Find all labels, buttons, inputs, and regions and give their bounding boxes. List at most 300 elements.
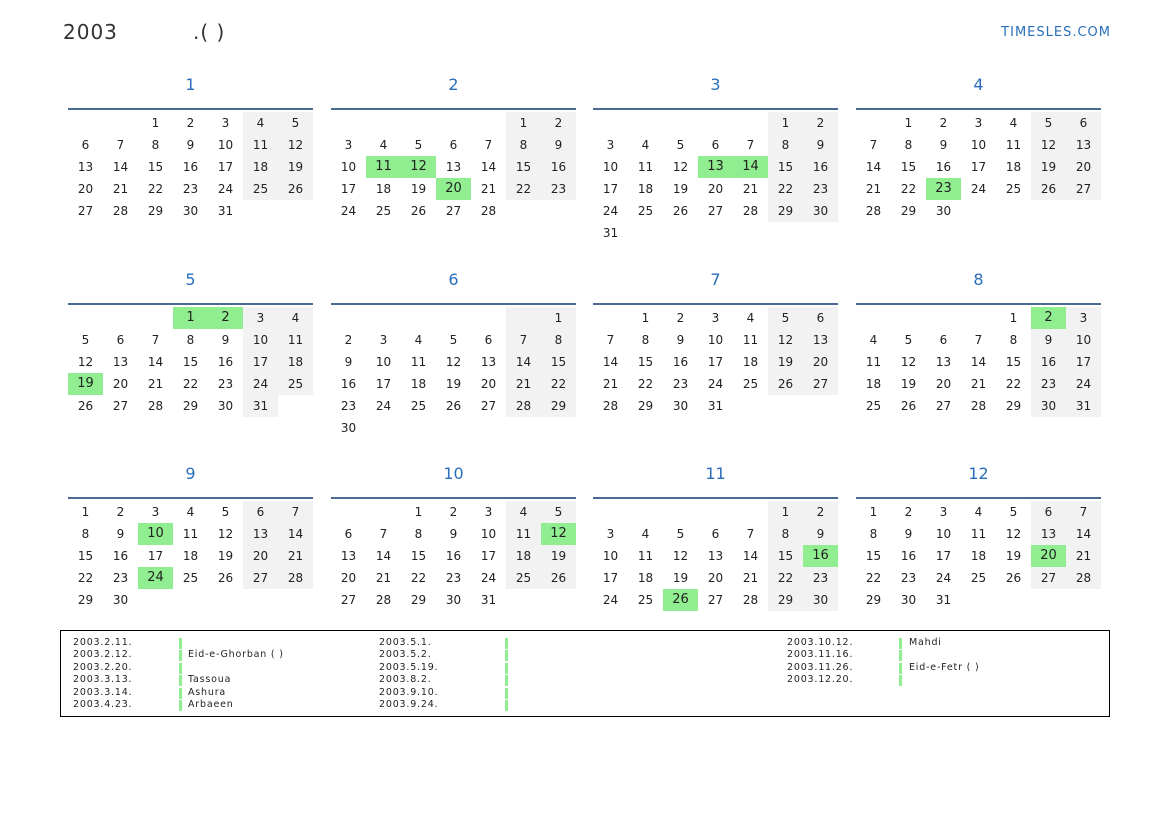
day-cell[interactable]: 12 xyxy=(1031,134,1066,156)
day-cell[interactable]: 1 xyxy=(506,112,541,134)
day-cell[interactable]: 25 xyxy=(182,571,199,585)
day-cell[interactable]: 24 xyxy=(935,571,952,585)
day-cell[interactable]: 14 xyxy=(1066,523,1101,545)
day-cell[interactable]: 29 xyxy=(77,593,94,607)
day-cell[interactable]: 16 xyxy=(900,549,917,563)
day-cell[interactable]: 27 xyxy=(445,204,462,218)
day-cell[interactable]: 12 xyxy=(445,355,462,369)
day-cell[interactable]: 3 xyxy=(344,138,353,152)
day-cell[interactable]: 18 xyxy=(506,545,541,567)
day-cell[interactable]: 7 xyxy=(151,333,160,347)
day-cell[interactable]: 2 xyxy=(186,116,195,130)
day-cell[interactable]: 4 xyxy=(379,138,388,152)
day-cell[interactable]: 11 xyxy=(1005,138,1022,152)
day-cell[interactable]: 12 xyxy=(1005,527,1022,541)
day-cell[interactable]: 5 xyxy=(449,333,458,347)
day-cell[interactable]: 15 xyxy=(182,355,199,369)
day-cell[interactable]: 22 xyxy=(637,377,654,391)
day-cell[interactable]: 27 xyxy=(803,373,838,395)
day-cell[interactable]: 29 xyxy=(865,593,882,607)
day-cell[interactable]: 27 xyxy=(707,593,724,607)
day-cell[interactable]: 29 xyxy=(541,395,576,417)
day-cell[interactable]: 16 xyxy=(182,160,199,174)
day-cell[interactable]: 6 xyxy=(243,501,278,523)
day-cell[interactable]: 23 xyxy=(926,178,961,200)
day-cell[interactable]: 21 xyxy=(278,545,313,567)
day-cell[interactable]: 7 xyxy=(484,138,493,152)
day-cell[interactable]: 10 xyxy=(340,160,357,174)
day-cell[interactable]: 25 xyxy=(243,178,278,200)
day-cell[interactable]: 21 xyxy=(147,377,164,391)
day-cell[interactable]: 8 xyxy=(641,333,650,347)
day-cell[interactable]: 26 xyxy=(663,589,698,611)
day-cell[interactable]: 17 xyxy=(480,549,497,563)
day-cell[interactable]: 7 xyxy=(278,501,313,523)
day-cell[interactable]: 14 xyxy=(742,549,759,563)
day-cell[interactable]: 5 xyxy=(904,333,913,347)
day-cell[interactable]: 26 xyxy=(77,399,94,413)
day-cell[interactable]: 28 xyxy=(742,593,759,607)
day-cell[interactable]: 2 xyxy=(541,112,576,134)
day-cell[interactable]: 3 xyxy=(1066,307,1101,329)
day-cell[interactable]: 20 xyxy=(243,545,278,567)
day-cell[interactable]: 7 xyxy=(506,329,541,351)
day-cell[interactable]: 14 xyxy=(480,160,497,174)
day-cell[interactable]: 11 xyxy=(637,549,654,563)
day-cell[interactable]: 3 xyxy=(243,307,278,329)
day-cell[interactable]: 19 xyxy=(1005,549,1022,563)
day-cell[interactable]: 31 xyxy=(935,593,952,607)
day-cell[interactable]: 16 xyxy=(672,355,689,369)
day-cell[interactable]: 19 xyxy=(541,545,576,567)
day-cell[interactable]: 15 xyxy=(77,549,94,563)
day-cell[interactable]: 8 xyxy=(414,527,423,541)
day-cell[interactable]: 13 xyxy=(803,329,838,351)
day-cell[interactable]: 7 xyxy=(746,138,755,152)
day-cell[interactable]: 13 xyxy=(935,355,952,369)
day-cell[interactable]: 8 xyxy=(151,138,160,152)
day-cell[interactable]: 30 xyxy=(803,200,838,222)
day-cell[interactable]: 12 xyxy=(541,523,576,545)
day-cell[interactable]: 24 xyxy=(217,182,234,196)
day-cell[interactable]: 1 xyxy=(1009,311,1018,325)
day-cell[interactable]: 17 xyxy=(602,571,619,585)
day-cell[interactable]: 19 xyxy=(217,549,234,563)
day-cell[interactable]: 28 xyxy=(742,204,759,218)
day-cell[interactable]: 31 xyxy=(243,395,278,417)
day-cell[interactable]: 5 xyxy=(1009,505,1018,519)
day-cell[interactable]: 25 xyxy=(637,593,654,607)
day-cell[interactable]: 29 xyxy=(768,589,803,611)
day-cell[interactable]: 6 xyxy=(116,333,125,347)
day-cell[interactable]: 22 xyxy=(900,182,917,196)
day-cell[interactable]: 14 xyxy=(112,160,129,174)
day-cell[interactable]: 2 xyxy=(939,116,948,130)
day-cell[interactable]: 18 xyxy=(637,182,654,196)
day-cell[interactable]: 7 xyxy=(869,138,878,152)
day-cell[interactable]: 11 xyxy=(366,156,401,178)
day-cell[interactable]: 15 xyxy=(1005,355,1022,369)
day-cell[interactable]: 24 xyxy=(138,567,173,589)
day-cell[interactable]: 19 xyxy=(1031,156,1066,178)
day-cell[interactable]: 2 xyxy=(676,311,685,325)
day-cell[interactable]: 28 xyxy=(970,399,987,413)
day-cell[interactable]: 26 xyxy=(1031,178,1066,200)
day-cell[interactable]: 19 xyxy=(672,182,689,196)
day-cell[interactable]: 14 xyxy=(733,156,768,178)
day-cell[interactable]: 30 xyxy=(900,593,917,607)
day-cell[interactable]: 25 xyxy=(970,571,987,585)
day-cell[interactable]: 11 xyxy=(278,329,313,351)
day-cell[interactable]: 13 xyxy=(1066,134,1101,156)
day-cell[interactable]: 26 xyxy=(768,373,803,395)
day-cell[interactable]: 22 xyxy=(410,571,427,585)
day-cell[interactable]: 23 xyxy=(900,571,917,585)
day-cell[interactable]: 16 xyxy=(340,377,357,391)
day-cell[interactable]: 18 xyxy=(410,377,427,391)
day-cell[interactable]: 17 xyxy=(707,355,724,369)
day-cell[interactable]: 25 xyxy=(375,204,392,218)
day-cell[interactable]: 30 xyxy=(672,399,689,413)
day-cell[interactable]: 18 xyxy=(865,377,882,391)
day-cell[interactable]: 12 xyxy=(768,329,803,351)
day-cell[interactable]: 26 xyxy=(217,571,234,585)
day-cell[interactable]: 20 xyxy=(707,571,724,585)
day-cell[interactable]: 2 xyxy=(803,112,838,134)
day-cell[interactable]: 27 xyxy=(1066,178,1101,200)
day-cell[interactable]: 20 xyxy=(803,351,838,373)
day-cell[interactable]: 16 xyxy=(217,355,234,369)
day-cell[interactable]: 3 xyxy=(974,116,983,130)
day-cell[interactable]: 17 xyxy=(375,377,392,391)
day-cell[interactable]: 11 xyxy=(742,333,759,347)
day-cell[interactable]: 8 xyxy=(81,527,90,541)
day-cell[interactable]: 12 xyxy=(278,134,313,156)
day-cell[interactable]: 9 xyxy=(344,355,353,369)
day-cell[interactable]: 4 xyxy=(974,505,983,519)
day-cell[interactable]: 23 xyxy=(340,399,357,413)
day-cell[interactable]: 10 xyxy=(707,333,724,347)
day-cell[interactable]: 10 xyxy=(217,138,234,152)
day-cell[interactable]: 22 xyxy=(865,571,882,585)
day-cell[interactable]: 1 xyxy=(768,112,803,134)
day-cell[interactable]: 14 xyxy=(375,549,392,563)
day-cell[interactable]: 20 xyxy=(707,182,724,196)
day-cell[interactable]: 23 xyxy=(803,178,838,200)
day-cell[interactable]: 27 xyxy=(935,399,952,413)
day-cell[interactable]: 20 xyxy=(436,178,471,200)
day-cell[interactable]: 7 xyxy=(974,333,983,347)
day-cell[interactable]: 12 xyxy=(401,156,436,178)
day-cell[interactable]: 9 xyxy=(1031,329,1066,351)
day-cell[interactable]: 4 xyxy=(869,333,878,347)
day-cell[interactable]: 22 xyxy=(768,178,803,200)
day-cell[interactable]: 13 xyxy=(77,160,94,174)
day-cell[interactable]: 15 xyxy=(506,156,541,178)
day-cell[interactable]: 3 xyxy=(151,505,160,519)
day-cell[interactable]: 30 xyxy=(340,421,357,435)
day-cell[interactable]: 6 xyxy=(803,307,838,329)
day-cell[interactable]: 7 xyxy=(746,527,755,541)
day-cell[interactable]: 31 xyxy=(1066,395,1101,417)
day-cell[interactable]: 8 xyxy=(541,329,576,351)
day-cell[interactable]: 11 xyxy=(637,160,654,174)
day-cell[interactable]: 19 xyxy=(900,377,917,391)
day-cell[interactable]: 29 xyxy=(147,204,164,218)
day-cell[interactable]: 6 xyxy=(939,333,948,347)
day-cell[interactable]: 10 xyxy=(935,527,952,541)
day-cell[interactable]: 21 xyxy=(112,182,129,196)
day-cell[interactable]: 10 xyxy=(602,160,619,174)
day-cell[interactable]: 16 xyxy=(935,160,952,174)
day-cell[interactable]: 11 xyxy=(182,527,199,541)
day-cell[interactable]: 16 xyxy=(803,545,838,567)
day-cell[interactable]: 15 xyxy=(637,355,654,369)
day-cell[interactable]: 23 xyxy=(182,182,199,196)
day-cell[interactable]: 20 xyxy=(77,182,94,196)
day-cell[interactable]: 7 xyxy=(116,138,125,152)
day-cell[interactable]: 10 xyxy=(970,138,987,152)
day-cell[interactable]: 22 xyxy=(768,567,803,589)
day-cell[interactable]: 18 xyxy=(375,182,392,196)
day-cell[interactable]: 26 xyxy=(672,204,689,218)
day-cell[interactable]: 12 xyxy=(672,160,689,174)
day-cell[interactable]: 26 xyxy=(278,178,313,200)
day-cell[interactable]: 14 xyxy=(970,355,987,369)
day-cell[interactable]: 4 xyxy=(186,505,195,519)
day-cell[interactable]: 24 xyxy=(375,399,392,413)
day-cell[interactable]: 18 xyxy=(243,156,278,178)
day-cell[interactable]: 4 xyxy=(278,307,313,329)
day-cell[interactable]: 9 xyxy=(803,134,838,156)
day-cell[interactable]: 29 xyxy=(1005,399,1022,413)
day-cell[interactable]: 22 xyxy=(1005,377,1022,391)
day-cell[interactable]: 18 xyxy=(278,351,313,373)
day-cell[interactable]: 30 xyxy=(112,593,129,607)
day-cell[interactable]: 17 xyxy=(1066,351,1101,373)
day-cell[interactable]: 23 xyxy=(541,178,576,200)
day-cell[interactable]: 25 xyxy=(278,373,313,395)
day-cell[interactable]: 19 xyxy=(672,571,689,585)
day-cell[interactable]: 26 xyxy=(900,399,917,413)
day-cell[interactable]: 27 xyxy=(340,593,357,607)
day-cell[interactable]: 3 xyxy=(221,116,230,130)
day-cell[interactable]: 2 xyxy=(1031,307,1066,329)
day-cell[interactable]: 19 xyxy=(445,377,462,391)
day-cell[interactable]: 27 xyxy=(243,567,278,589)
day-cell[interactable]: 14 xyxy=(602,355,619,369)
day-cell[interactable]: 25 xyxy=(865,399,882,413)
day-cell[interactable]: 23 xyxy=(445,571,462,585)
day-cell[interactable]: 9 xyxy=(939,138,948,152)
day-cell[interactable]: 20 xyxy=(340,571,357,585)
day-cell[interactable]: 9 xyxy=(186,138,195,152)
day-cell[interactable]: 2 xyxy=(449,505,458,519)
day-cell[interactable]: 17 xyxy=(935,549,952,563)
day-cell[interactable]: 4 xyxy=(641,527,650,541)
day-cell[interactable]: 28 xyxy=(278,567,313,589)
day-cell[interactable]: 28 xyxy=(480,204,497,218)
day-cell[interactable]: 31 xyxy=(707,399,724,413)
day-cell[interactable]: 25 xyxy=(410,399,427,413)
day-cell[interactable]: 28 xyxy=(602,399,619,413)
day-cell[interactable]: 5 xyxy=(414,138,423,152)
day-cell[interactable]: 2 xyxy=(904,505,913,519)
day-cell[interactable]: 30 xyxy=(182,204,199,218)
day-cell[interactable]: 24 xyxy=(243,373,278,395)
day-cell[interactable]: 1 xyxy=(541,307,576,329)
day-cell[interactable]: 21 xyxy=(970,377,987,391)
day-cell[interactable]: 23 xyxy=(112,571,129,585)
day-cell[interactable]: 25 xyxy=(637,204,654,218)
day-cell[interactable]: 13 xyxy=(707,549,724,563)
day-cell[interactable]: 22 xyxy=(506,178,541,200)
day-cell[interactable]: 8 xyxy=(506,134,541,156)
day-cell[interactable]: 8 xyxy=(1009,333,1018,347)
day-cell[interactable]: 16 xyxy=(1031,351,1066,373)
day-cell[interactable]: 11 xyxy=(970,527,987,541)
day-cell[interactable]: 22 xyxy=(541,373,576,395)
day-cell[interactable]: 9 xyxy=(221,333,230,347)
day-cell[interactable]: 4 xyxy=(243,112,278,134)
day-cell[interactable]: 3 xyxy=(711,311,720,325)
day-cell[interactable]: 13 xyxy=(243,523,278,545)
day-cell[interactable]: 21 xyxy=(506,373,541,395)
day-cell[interactable]: 11 xyxy=(506,523,541,545)
day-cell[interactable]: 31 xyxy=(602,226,619,240)
day-cell[interactable]: 14 xyxy=(506,351,541,373)
day-cell[interactable]: 10 xyxy=(138,523,173,545)
day-cell[interactable]: 3 xyxy=(606,138,615,152)
day-cell[interactable]: 11 xyxy=(865,355,882,369)
day-cell[interactable]: 27 xyxy=(112,399,129,413)
day-cell[interactable]: 1 xyxy=(81,505,90,519)
day-cell[interactable]: 13 xyxy=(480,355,497,369)
day-cell[interactable]: 19 xyxy=(768,351,803,373)
day-cell[interactable]: 2 xyxy=(116,505,125,519)
day-cell[interactable]: 7 xyxy=(606,333,615,347)
day-cell[interactable]: 6 xyxy=(449,138,458,152)
day-cell[interactable]: 30 xyxy=(445,593,462,607)
day-cell[interactable]: 18 xyxy=(637,571,654,585)
day-cell[interactable]: 6 xyxy=(711,138,720,152)
day-cell[interactable]: 21 xyxy=(742,571,759,585)
day-cell[interactable]: 6 xyxy=(711,527,720,541)
day-cell[interactable]: 1 xyxy=(414,505,423,519)
day-cell[interactable]: 2 xyxy=(803,501,838,523)
day-cell[interactable]: 8 xyxy=(768,523,803,545)
day-cell[interactable]: 5 xyxy=(81,333,90,347)
day-cell[interactable]: 13 xyxy=(340,549,357,563)
day-cell[interactable]: 7 xyxy=(1066,501,1101,523)
day-cell[interactable]: 2 xyxy=(208,307,243,329)
day-cell[interactable]: 9 xyxy=(676,333,685,347)
day-cell[interactable]: 22 xyxy=(77,571,94,585)
day-cell[interactable]: 27 xyxy=(77,204,94,218)
day-cell[interactable]: 15 xyxy=(147,160,164,174)
day-cell[interactable]: 23 xyxy=(803,567,838,589)
day-cell[interactable]: 24 xyxy=(707,377,724,391)
day-cell[interactable]: 27 xyxy=(1031,567,1066,589)
day-cell[interactable]: 6 xyxy=(484,333,493,347)
day-cell[interactable]: 24 xyxy=(602,593,619,607)
day-cell[interactable]: 5 xyxy=(541,501,576,523)
day-cell[interactable]: 16 xyxy=(541,156,576,178)
day-cell[interactable]: 15 xyxy=(900,160,917,174)
day-cell[interactable]: 14 xyxy=(278,523,313,545)
day-cell[interactable]: 3 xyxy=(484,505,493,519)
day-cell[interactable]: 10 xyxy=(602,549,619,563)
day-cell[interactable]: 21 xyxy=(375,571,392,585)
day-cell[interactable]: 8 xyxy=(768,134,803,156)
day-cell[interactable]: 3 xyxy=(379,333,388,347)
day-cell[interactable]: 26 xyxy=(541,567,576,589)
day-cell[interactable]: 12 xyxy=(672,549,689,563)
day-cell[interactable]: 20 xyxy=(1066,156,1101,178)
day-cell[interactable]: 18 xyxy=(742,355,759,369)
day-cell[interactable]: 20 xyxy=(935,377,952,391)
day-cell[interactable]: 9 xyxy=(449,527,458,541)
day-cell[interactable]: 6 xyxy=(344,527,353,541)
day-cell[interactable]: 15 xyxy=(410,549,427,563)
day-cell[interactable]: 21 xyxy=(1066,545,1101,567)
day-cell[interactable]: 19 xyxy=(68,373,103,395)
day-cell[interactable]: 24 xyxy=(602,204,619,218)
day-cell[interactable]: 26 xyxy=(445,399,462,413)
day-cell[interactable]: 28 xyxy=(506,395,541,417)
day-cell[interactable]: 30 xyxy=(935,204,952,218)
day-cell[interactable]: 1 xyxy=(904,116,913,130)
day-cell[interactable]: 21 xyxy=(742,182,759,196)
day-cell[interactable]: 1 xyxy=(641,311,650,325)
day-cell[interactable]: 20 xyxy=(1031,545,1066,567)
day-cell[interactable]: 25 xyxy=(506,567,541,589)
day-cell[interactable]: 17 xyxy=(217,160,234,174)
day-cell[interactable]: 23 xyxy=(1031,373,1066,395)
day-cell[interactable]: 6 xyxy=(81,138,90,152)
day-cell[interactable]: 24 xyxy=(1066,373,1101,395)
day-cell[interactable]: 6 xyxy=(1066,112,1101,134)
day-cell[interactable]: 28 xyxy=(1066,567,1101,589)
day-cell[interactable]: 1 xyxy=(151,116,160,130)
day-cell[interactable]: 9 xyxy=(116,527,125,541)
day-cell[interactable]: 5 xyxy=(676,138,685,152)
day-cell[interactable]: 15 xyxy=(865,549,882,563)
day-cell[interactable]: 4 xyxy=(746,311,755,325)
day-cell[interactable]: 27 xyxy=(707,204,724,218)
day-cell[interactable]: 4 xyxy=(1009,116,1018,130)
day-cell[interactable]: 5 xyxy=(676,527,685,541)
day-cell[interactable]: 25 xyxy=(742,377,759,391)
day-cell[interactable]: 9 xyxy=(803,523,838,545)
day-cell[interactable]: 19 xyxy=(278,156,313,178)
day-cell[interactable]: 15 xyxy=(768,156,803,178)
day-cell[interactable]: 28 xyxy=(112,204,129,218)
day-cell[interactable]: 5 xyxy=(768,307,803,329)
day-cell[interactable]: 8 xyxy=(869,527,878,541)
day-cell[interactable]: 1 xyxy=(869,505,878,519)
day-cell[interactable]: 8 xyxy=(186,333,195,347)
day-cell[interactable]: 31 xyxy=(217,204,234,218)
day-cell[interactable]: 13 xyxy=(112,355,129,369)
day-cell[interactable]: 15 xyxy=(768,545,803,567)
day-cell[interactable]: 30 xyxy=(217,399,234,413)
day-cell[interactable]: 18 xyxy=(970,549,987,563)
day-cell[interactable]: 4 xyxy=(506,501,541,523)
day-cell[interactable]: 24 xyxy=(970,182,987,196)
day-cell[interactable]: 1 xyxy=(768,501,803,523)
day-cell[interactable]: 28 xyxy=(147,399,164,413)
